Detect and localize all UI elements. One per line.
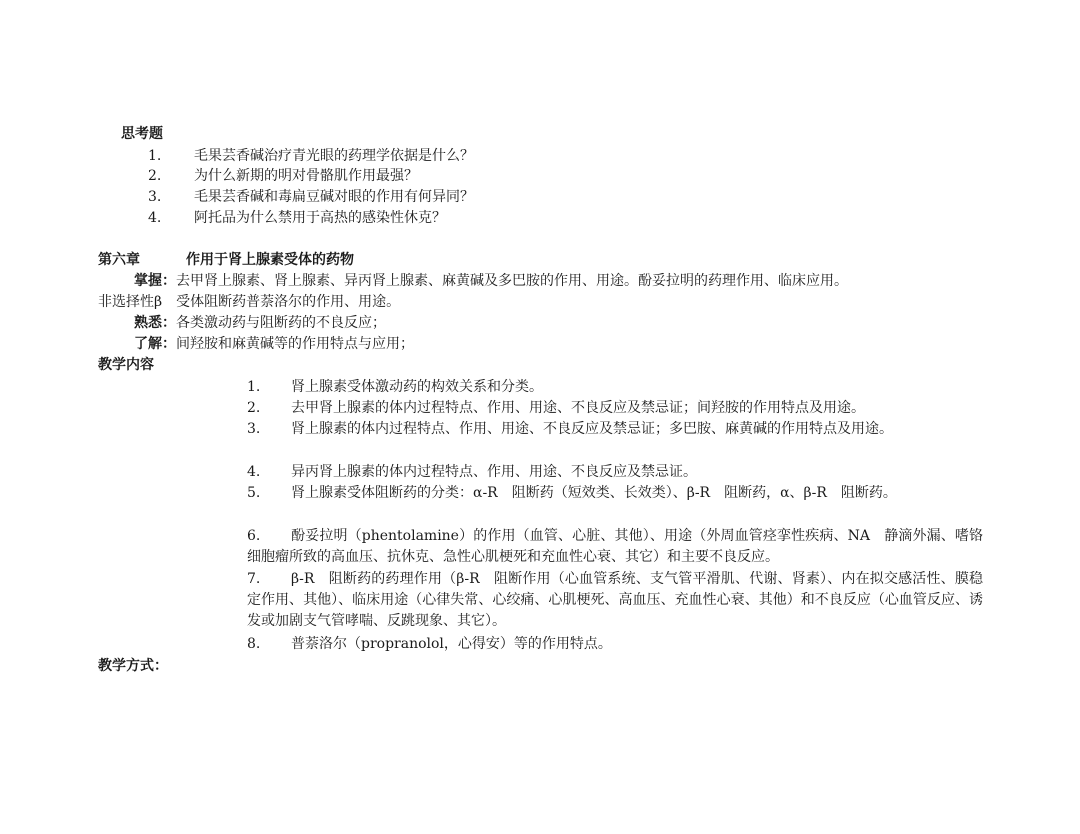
item-text: 酚妥拉明（phentolamine）的作用（血管、心脏、其他）、用途（外周血管痉挛性疾病、NA 静滴外漏、嗜铬细胞瘤所致的高血压、抗休克、急性心肌梗死和充血性心衰、其它）和主要不良反应。 xyxy=(247,528,983,565)
item-text: 肾上腺素受体激动药的构效关系和分类。 xyxy=(291,379,543,395)
understand-line xyxy=(134,334,414,354)
item-text: β-R 阻断药的药理作用（β-R 阻断作用（心血管系统、支气管平滑肌、代谢、肾素）、内在拟交感活性、膜稳定作用、其他）、临床用途（心律失常、心绞痛、心肌梗死、高血压、充血性心衰、其他）和不良反应（心血管反应、诱发或加剧支气管哮喘、反跳现象、其它）。 xyxy=(247,571,983,629)
content-item xyxy=(247,462,697,482)
content-item xyxy=(247,569,983,632)
item-number: 4. xyxy=(247,464,261,480)
content-item xyxy=(247,634,612,654)
master-text: 去甲肾上腺素、肾上腺素、异丙肾上腺素、麻黄碱及多巴胺的作用、用途。酚妥拉明的药理作用、临床应用。 xyxy=(176,273,848,289)
thinking-item xyxy=(148,208,446,228)
item-number: 3. xyxy=(247,421,261,437)
item-text: 毛果芸香碱和毒扁豆碱对眼的作用有何异同？ xyxy=(194,189,474,205)
content-item xyxy=(247,398,865,418)
master-line-continued: 非选择性β 受体阻断药普萘洛尔的作用、用途。 xyxy=(98,294,401,310)
content-heading: 教学内容 xyxy=(98,357,154,373)
thinking-item xyxy=(148,166,418,186)
thinking-item xyxy=(148,187,474,207)
item-number: 4. xyxy=(148,210,162,226)
thinking-item xyxy=(148,146,474,166)
chapter-title: 作用于肾上腺素受体的药物 xyxy=(186,252,354,268)
familiar-text: 各类激动药与阻断药的不良反应； xyxy=(176,315,386,331)
master-label: 掌握： xyxy=(134,273,176,289)
item-number: 2. xyxy=(247,400,261,416)
item-text: 去甲肾上腺素的体内过程特点、作用、用途、不良反应及禁忌证；间羟胺的作用特点及用途。 xyxy=(291,400,865,416)
familiar-label: 熟悉： xyxy=(134,315,176,331)
item-text: 异丙肾上腺素的体内过程特点、作用、用途、不良反应及禁忌证。 xyxy=(291,464,697,480)
method-heading: 教学方式： xyxy=(98,658,168,674)
thinking-heading: 思考题 xyxy=(121,126,163,142)
item-text: 毛果芸香碱治疗青光眼的药理学依据是什么？ xyxy=(194,148,474,164)
item-text: 肾上腺素的体内过程特点、作用、用途、不良反应及禁忌证；多巴胺、麻黄碱的作用特点及用途。 xyxy=(291,421,893,437)
content-item xyxy=(247,377,543,397)
item-text: 普萘洛尔（propranolol，心得安）等的作用特点。 xyxy=(291,636,612,652)
content-item xyxy=(247,483,983,504)
item-number: 7. xyxy=(247,571,261,587)
item-number: 2. xyxy=(148,168,162,184)
master-line xyxy=(134,271,848,291)
familiar-line xyxy=(134,313,386,333)
content-item xyxy=(247,526,983,568)
item-number: 1. xyxy=(247,379,261,395)
understand-label: 了解： xyxy=(134,336,176,352)
item-number: 1. xyxy=(148,148,162,164)
item-text: 肾上腺素受体阻断药的分类：α-R 阻断药（短效类、长效类）、β-R 阻断药，α、β-R 阻断药。 xyxy=(291,485,897,501)
item-number: 3. xyxy=(148,189,162,205)
item-number: 6. xyxy=(247,528,261,544)
chapter-heading xyxy=(98,250,354,270)
chapter-number: 第六章 xyxy=(98,252,140,268)
understand-text: 间羟胺和麻黄碱等的作用特点与应用； xyxy=(176,336,414,352)
item-text: 阿托品为什么禁用于高热的感染性休克？ xyxy=(194,210,446,226)
content-item xyxy=(247,419,983,440)
item-number: 8. xyxy=(247,636,261,652)
item-number: 5. xyxy=(247,485,261,501)
item-text: 为什么新期的明对骨骼肌作用最强？ xyxy=(194,168,418,184)
